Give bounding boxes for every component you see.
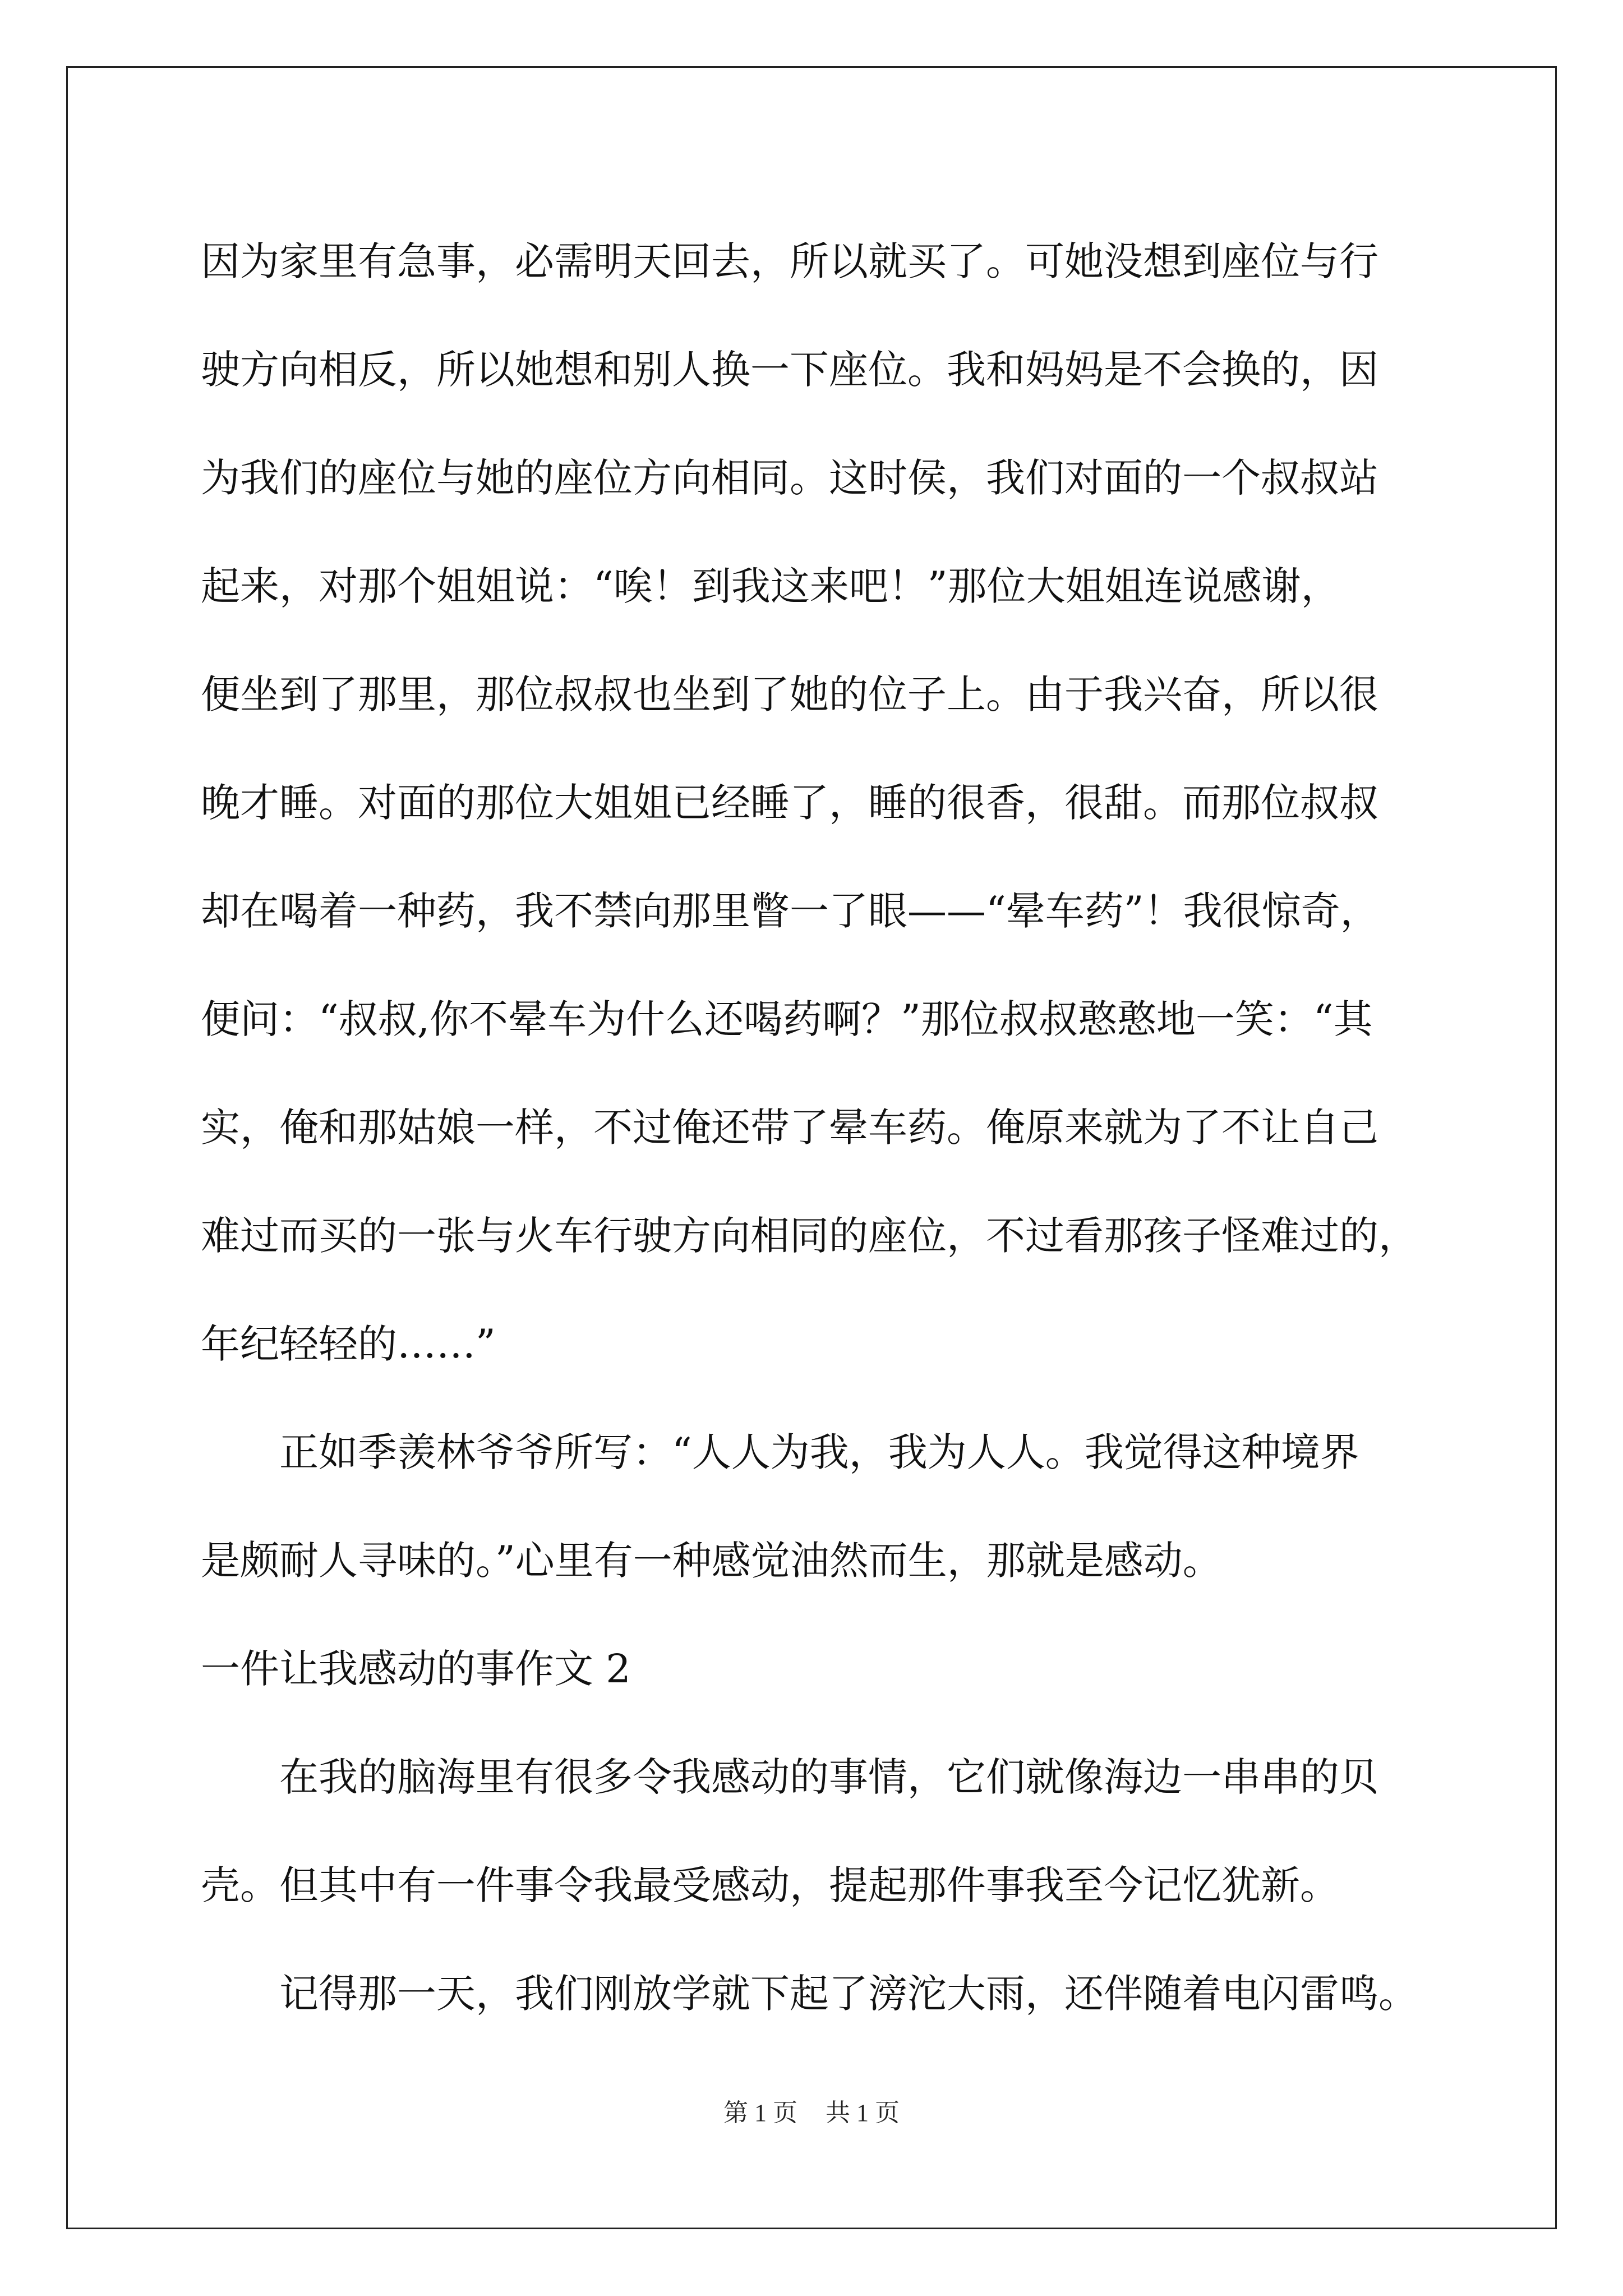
text-line: 为我们的座位与她的座位方向相同。这时侯，我们对面的一个叔叔站 [201,455,1378,501]
text-line: 起来，对那个姐姐说：“唉！到我这来吧！”那位大姐姐连说感谢， [201,563,1340,609]
text-line: 难过而买的一张与火车行驶方向相同的座位，不过看那孩子怪难过的， [201,1213,1418,1259]
paragraph [201,1940,1468,2048]
text-line: 因为家里有急事，必需明天回去，所以就买了。可她没想到座位与行 [201,238,1378,284]
paragraph [201,208,1468,1398]
page-total: 共 1 页 [826,2099,900,2127]
text-line: 便问：“叔叔,你不晕车为什么还喝药啊？”那位叔叔憨憨地一笑：“其 [201,996,1373,1042]
text-line: 晚才睡。对面的那位大姐姐已经睡了，睡的很香，很甜。而那位叔叔 [201,780,1378,826]
text-line: 年纪轻轻的……” [201,1321,496,1367]
paragraph [201,1723,1468,1940]
section-heading: 一件让我感动的事作文 2 [201,1646,631,1692]
document-body [201,208,1468,2048]
text-line: 正如季羡林爷爷所写：“人人为我，我为人人。我觉得这种境界 [279,1429,1359,1475]
page-footer [0,2092,1623,2128]
text-line: 壳。但其中有一件事令我最受感动，提起那件事我至今记忆犹新。 [201,1862,1339,1908]
text-line: 记得那一天，我们刚放学就下起了滂沱大雨，还伴随着电闪雷鸣。 [279,1971,1418,2017]
paragraph [201,1398,1468,1615]
text-line: 驶方向相反，所以她想和别人换一下座位。我和妈妈是不会换的，因 [201,347,1378,393]
text-line: 实，俺和那姑娘一样，不过俺还带了晕车药。俺原来就为了不让自己 [201,1105,1378,1151]
page-number: 第 1 页 [723,2099,797,2127]
text-line: 是颇耐人寻味的。”心里有一种感觉油然而生，那就是感动。 [201,1538,1222,1584]
text-line: 却在喝着一种药，我不禁向那里瞥一了眼——“晕车药”！我很惊奇， [201,888,1380,934]
text-line: 便坐到了那里，那位叔叔也坐到了她的位子上。由于我兴奋，所以很 [201,671,1378,717]
text-line: 在我的脑海里有很多令我感动的事情，它们就像海边一串串的贝 [279,1754,1378,1800]
